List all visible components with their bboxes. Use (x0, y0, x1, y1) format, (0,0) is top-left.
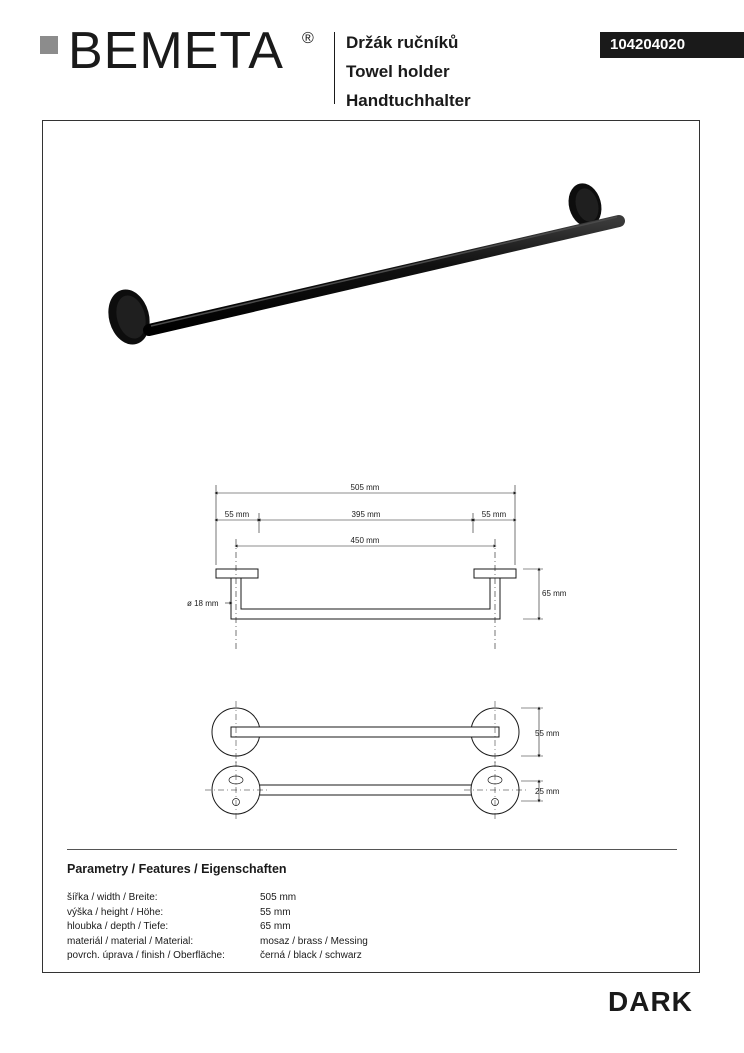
logo-square (40, 36, 58, 54)
spec-value: 55 mm (260, 906, 291, 918)
product-photo (102, 180, 619, 350)
features-divider (67, 849, 677, 850)
title-german: Handtuchhalter (346, 91, 471, 110)
registered-mark: ® (302, 30, 314, 47)
spec-label: materiál / material / Material: (67, 935, 194, 947)
dim-height: 55 mm (535, 729, 560, 738)
title-czech: Držák ručníků (346, 33, 459, 52)
product-titles (346, 28, 471, 115)
brand-logo (40, 22, 330, 80)
dim-diameter: ø 18 mm (187, 599, 219, 608)
top-view (212, 701, 543, 763)
dim-right-post: 55 mm (481, 510, 507, 519)
spec-label: výška / height / Höhe: (67, 906, 164, 918)
spec-value: 65 mm (260, 921, 291, 932)
header-divider (334, 32, 335, 104)
dim-center-distance: 450 mm (350, 536, 380, 545)
title-english: Towel holder (346, 62, 450, 81)
dim-bar: 25 mm (535, 787, 560, 796)
spec-value: černá / black / schwarz (260, 950, 362, 961)
spec-label: hloubka / depth / Tiefe: (67, 921, 169, 932)
back-view (205, 761, 543, 819)
features-title: Parametry / Features / Eigenschaften (67, 862, 287, 876)
product-sheet-frame (42, 120, 700, 973)
series-name: DARK (608, 986, 693, 1017)
product-code-badge: 104204020 (600, 32, 744, 58)
brand-name: BEMETA (68, 22, 284, 80)
technical-drawing (43, 121, 699, 841)
dim-left-post: 55 mm (224, 510, 250, 519)
spec-value: 505 mm (260, 892, 297, 903)
spec-label: šířka / width / Breite: (67, 892, 158, 903)
spec-label: povrch. úprava / finish / Oberfläche: (67, 950, 225, 961)
dim-total-width: 505 mm (350, 483, 380, 492)
spec-value: mosaz / brass / Messing (260, 935, 368, 947)
dim-inner-width: 395 mm (351, 510, 381, 519)
dim-depth: 65 mm (542, 589, 567, 598)
